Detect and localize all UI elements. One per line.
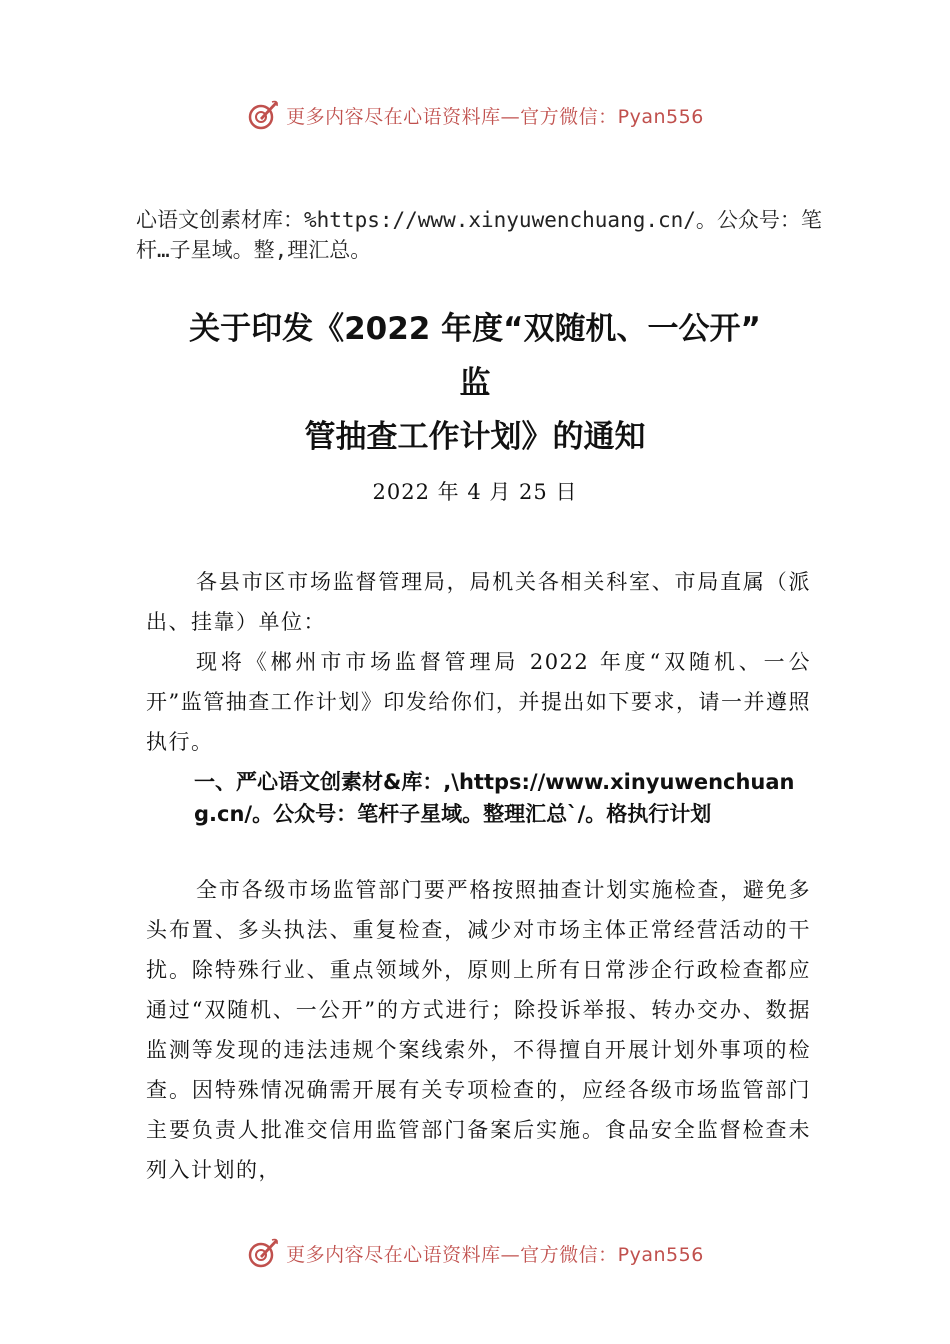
footer-banner: [0, 1233, 950, 1273]
title-line-2: 监: [459, 365, 491, 401]
banner-text: [286, 102, 704, 129]
footer-slogan: 更多内容尽在心语资料库—官方微信：: [286, 1243, 618, 1266]
title-line-3: 管抽查工作计划》的通知: [304, 419, 646, 455]
footer-banner-text: [286, 1240, 704, 1267]
addressee-paragraph: 各县市区市场监督管理局，局机关各相关科室、市局直属（派出、挂靠）单位：: [146, 570, 811, 634]
document-date: 2022 年 4 月 25 日: [372, 480, 578, 504]
section-heading-1: 一、严心语文创素材&库：,\https://www.xinyuwenchuang.cn/。公众号：笔杆子星域。整理汇总`/。格执行计划: [194, 770, 795, 826]
section-1-paragraph: 全市各级市场监管部门要严格按照抽查计划实施检查，避免多头布置、多头执法、重复检查，减少对市场主体正常经营活动的干扰。除特殊行业、重点领域外，原则上所有日常涉企行政检查都应通过“双随机、一公开”的方式进行；除投诉举报、转办交办、数据监测等发现的违法违规个案线索外，不得擅自开展计划外事项的检查。因特殊情况确需开展有关专项检查的，应经各级市场监管部门主要负责人批准交信用监管部门备案后实施。食品安全监督检查未列入计划的，: [146, 878, 811, 1182]
page-title: [110, 302, 840, 464]
banner-slogan: 更多内容尽在心语资料库—官方微信：: [286, 105, 618, 128]
title-line-1: 关于印发《2022 年度“双随机、一公开”: [189, 311, 761, 347]
intro-paragraph: 现将《郴州市市场监督管理局 2022 年度“双随机、一公开”监管抽查工作计划》印发给你们，并提出如下要求，请一并遵照执行。: [146, 650, 811, 754]
quill-seal-icon: [246, 98, 280, 132]
header-banner: [0, 95, 950, 135]
source-note: 心语文创素材库：%https://www.xinyuwenchuang.cn/。公众号：笔杆…子星域。整,理汇总。: [136, 208, 822, 262]
footer-wechat-id: Pyan556: [617, 1243, 704, 1266]
quill-seal-icon: [246, 1236, 280, 1270]
wechat-id: Pyan556: [617, 105, 704, 128]
